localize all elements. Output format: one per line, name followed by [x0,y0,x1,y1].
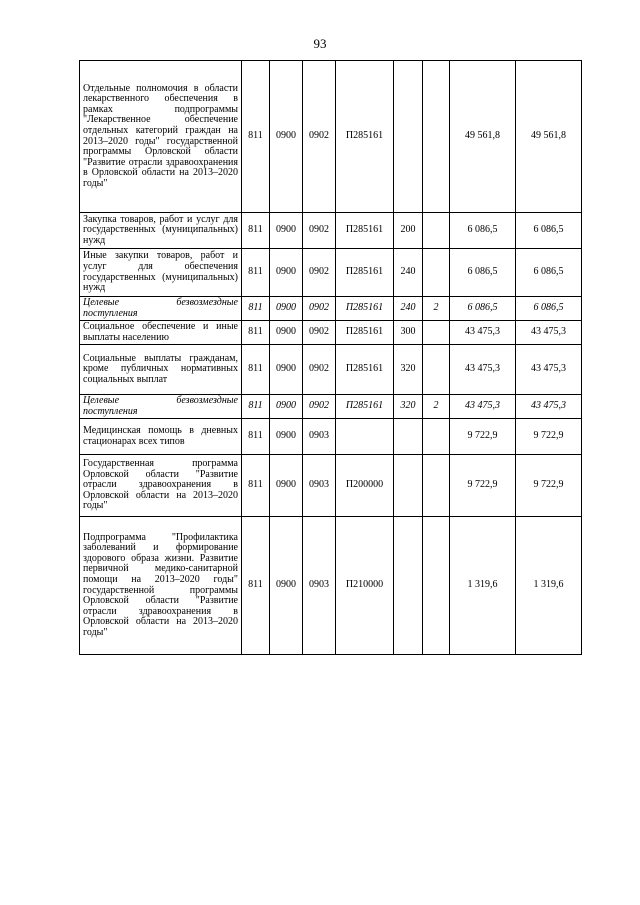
sum-cell: 49 561,8 [516,61,582,213]
vr-cell: 300 [394,321,423,345]
pr-cell: 0902 [303,61,336,213]
rz-cell: 0900 [270,455,303,517]
row-description: Целевые безвозмездные поступления [80,395,242,419]
vr-cell: 200 [394,213,423,249]
sum-cell: 6 086,5 [516,213,582,249]
csr-cell: П210000 [336,517,394,655]
table-row [80,297,582,321]
table-row [80,321,582,345]
csr-cell: П285161 [336,61,394,213]
table-row [80,249,582,297]
sum-cell: 6 086,5 [516,297,582,321]
table-row [80,419,582,455]
pr-cell: 0902 [303,297,336,321]
csr-cell: П285161 [336,321,394,345]
ved-cell: 811 [242,419,270,455]
source-cell [423,249,450,297]
sum-cell: 6 086,5 [450,249,516,297]
vr-cell: 320 [394,345,423,395]
row-description: Государственная программа Орловской области "Развитие отрасли здравоохранения в Орловской области на 2013–2020 годы" [80,455,242,517]
budget-table [79,60,582,655]
row-description: Медицинская помощь в дневных стационарах всех типов [80,419,242,455]
rz-cell: 0900 [270,395,303,419]
sum-cell: 1 319,6 [450,517,516,655]
ved-cell: 811 [242,455,270,517]
row-description: Закупка товаров, работ и услуг для государственных (муниципальных) нужд [80,213,242,249]
csr-cell: П285161 [336,297,394,321]
sum-cell: 9 722,9 [516,455,582,517]
sum-cell: 49 561,8 [450,61,516,213]
vr-cell [394,61,423,213]
source-cell [423,517,450,655]
rz-cell: 0900 [270,213,303,249]
vr-cell [394,455,423,517]
sum-cell: 43 475,3 [516,321,582,345]
row-description: Отдельные полномочия в области лекарственного обеспечения в рамках подпрограммы "Лекарственное обеспечение отдельных категорий граждан на 2013–2020 годы" государственной программы Орловской области "Развитие отрасли здравоохранения в Орловской области на 2013–2020 годы" [80,61,242,213]
source-cell [423,61,450,213]
sum-cell: 43 475,3 [450,321,516,345]
csr-cell [336,419,394,455]
source-cell [423,213,450,249]
sum-cell: 43 475,3 [516,395,582,419]
csr-cell: П285161 [336,249,394,297]
rz-cell: 0900 [270,419,303,455]
vr-cell: 320 [394,395,423,419]
csr-cell: П285161 [336,213,394,249]
source-cell: 2 [423,297,450,321]
ved-cell: 811 [242,321,270,345]
table-row [80,61,582,213]
row-description: Социальное обеспечение и иные выплаты населению [80,321,242,345]
pr-cell: 0903 [303,455,336,517]
pr-cell: 0902 [303,249,336,297]
rz-cell: 0900 [270,297,303,321]
table-row [80,517,582,655]
pr-cell: 0902 [303,321,336,345]
table-row [80,345,582,395]
sum-cell: 43 475,3 [450,345,516,395]
row-description: Иные закупки товаров, работ и услуг для обеспечения государственных (муниципальных) нужд [80,249,242,297]
ved-cell: 811 [242,297,270,321]
sum-cell: 6 086,5 [450,213,516,249]
pr-cell: 0903 [303,419,336,455]
page-number: 93 [313,36,327,51]
row-description: Подпрограмма "Профилактика заболеваний и формирование здорового образа жизни. Развитие первичной медико-санитарной помощи на 2013–2020 годы" государственной программы Орловской области "Развитие отрасли здравоохранения в Орловской области на 2013–2020 годы" [80,517,242,655]
ved-cell: 811 [242,249,270,297]
rz-cell: 0900 [270,61,303,213]
rz-cell: 0900 [270,249,303,297]
sum-cell: 6 086,5 [516,249,582,297]
ved-cell: 811 [242,61,270,213]
table-row [80,213,582,249]
table-row [80,455,582,517]
sum-cell: 6 086,5 [450,297,516,321]
pr-cell: 0903 [303,517,336,655]
vr-cell: 240 [394,297,423,321]
source-cell [423,419,450,455]
rz-cell: 0900 [270,517,303,655]
ved-cell: 811 [242,395,270,419]
sum-cell: 9 722,9 [450,419,516,455]
source-cell: 2 [423,395,450,419]
sum-cell: 43 475,3 [450,395,516,419]
table-row [80,395,582,419]
vr-cell [394,419,423,455]
row-description: Социальные выплаты гражданам, кроме публичных нормативных социальных выплат [80,345,242,395]
sum-cell: 43 475,3 [516,345,582,395]
pr-cell: 0902 [303,213,336,249]
source-cell [423,321,450,345]
ved-cell: 811 [242,345,270,395]
sum-cell: 1 319,6 [516,517,582,655]
vr-cell [394,517,423,655]
vr-cell: 240 [394,249,423,297]
ved-cell: 811 [242,213,270,249]
csr-cell: П285161 [336,345,394,395]
sum-cell: 9 722,9 [516,419,582,455]
csr-cell: П285161 [336,395,394,419]
pr-cell: 0902 [303,395,336,419]
sum-cell: 9 722,9 [450,455,516,517]
pr-cell: 0902 [303,345,336,395]
row-description: Целевые безвозмездные поступления [80,297,242,321]
source-cell [423,455,450,517]
csr-cell: П200000 [336,455,394,517]
rz-cell: 0900 [270,345,303,395]
source-cell [423,345,450,395]
rz-cell: 0900 [270,321,303,345]
ved-cell: 811 [242,517,270,655]
